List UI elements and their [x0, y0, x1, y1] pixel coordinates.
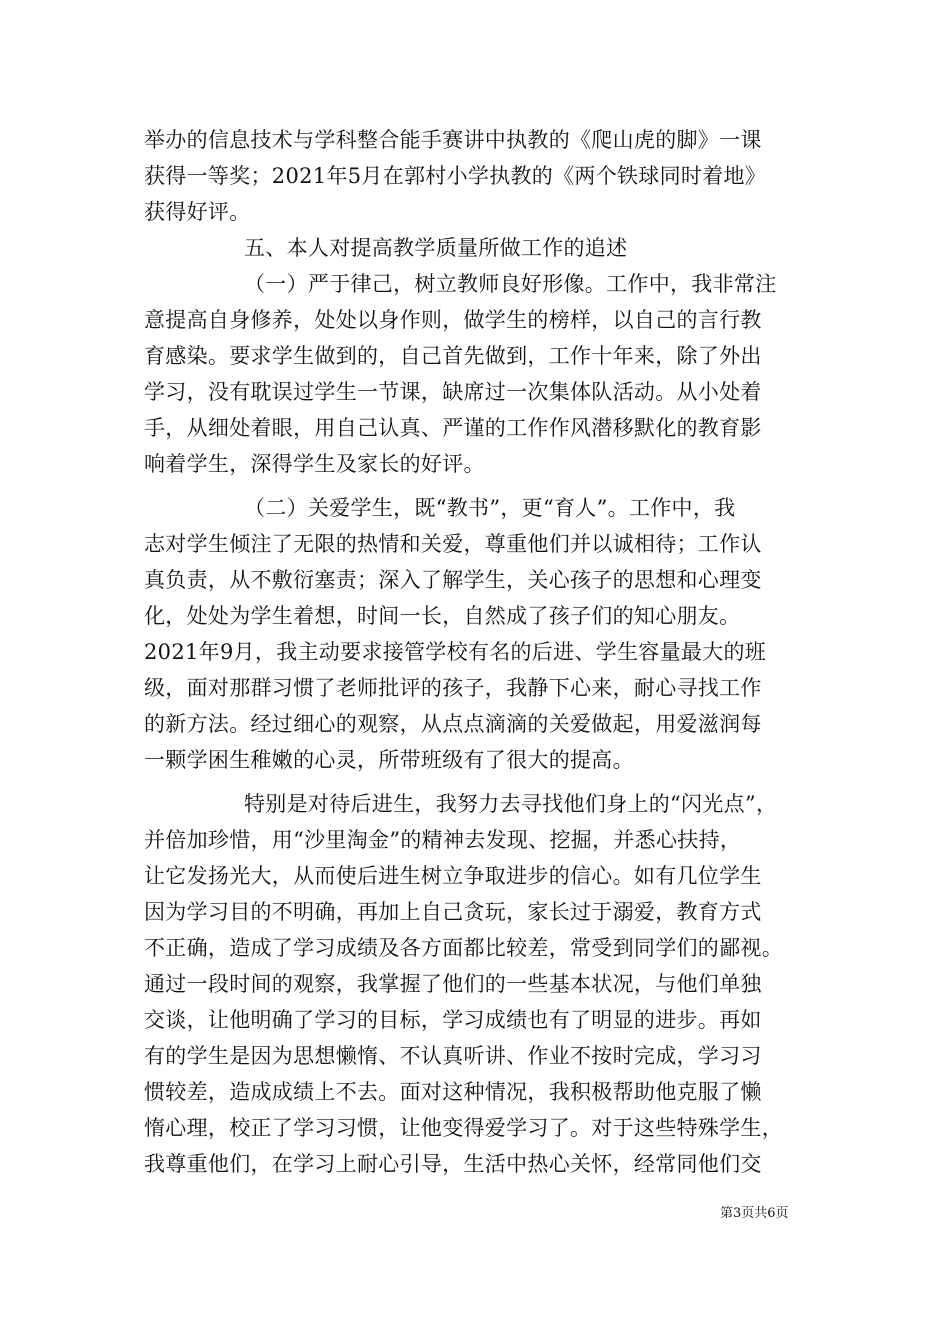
- text-line: 让它发扬光大，从而使后进生树立争取进步的信心。如有几位学生: [144, 864, 762, 888]
- text-line: （一）严于律己，树立教师良好形像。工作中，我非常注: [244, 272, 777, 296]
- text-line: 惰心理，校正了学习习惯，让他变得爱学习了。对于这些特殊学生，: [144, 1116, 783, 1140]
- text-line: 响着学生，深得学生及家长的好评。: [144, 452, 485, 476]
- text-line: 学习，没有耽误过学生一节课，缺席过一次集体队活动。从小处着: [144, 380, 762, 404]
- text-line: 通过一段时间的观察，我掌握了他们的一些基本状况，与他们单独: [144, 972, 762, 996]
- text-line: 我尊重他们，在学习上耐心引导，生活中热心关怀，经常同他们交: [144, 1152, 762, 1176]
- text-line: 惯较差，造成成绩上不去。面对这种情况，我积极帮助他克服了懒: [144, 1080, 762, 1104]
- text-line: 举办的信息技术与学科整合能手赛讲中执教的《爬山虎的脚》一课: [144, 128, 762, 152]
- text-line: 2021年9月，我主动要求接管学校有名的后进、学生容量最大的班: [144, 640, 767, 664]
- text-line: 并倍加珍惜，用“沙里淘金”的精神去发现、挖掘，并悉心扶持，: [144, 828, 742, 852]
- text-line: 育感染。要求学生做到的，自己首先做到，工作十年来，除了外出: [144, 344, 762, 368]
- text-line: 获得一等奖；2021年5月在郭村小学执教的《两个铁球同时着地》: [144, 164, 767, 188]
- section-heading: 五、本人对提高教学质量所做工作的追述: [244, 236, 628, 260]
- text-line: 化，处处为学生着想，时间一长，自然成了孩子们的知心朋友。: [144, 604, 741, 628]
- text-line: 一颗学困生稚嫩的心灵，所带班级有了很大的提高。: [144, 748, 634, 772]
- text-line: 的新方法。经过细心的观察，从点点滴滴的关爱做起，用爱滋润每: [144, 712, 762, 736]
- text-line: 意提高自身修养，处处以身作则，做学生的榜样，以自己的言行教: [144, 308, 762, 332]
- text-line: 手，从细处着眼，用自己认真、严谨的工作作风潜移默化的教育影: [144, 416, 762, 440]
- text-line: 因为学习目的不明确，再加上自己贪玩，家长过于溺爱，教育方式: [144, 900, 762, 924]
- text-line: （二）关爱学生，既“教书”，更“育人”。工作中，我: [244, 496, 736, 520]
- text-line: 真负责，从不敷衍塞责；深入了解学生，关心孩子的思想和心理变: [144, 568, 762, 592]
- text-line: 级，面对那群习惯了老师批评的孩子，我静下心来，耐心寻找工作: [144, 676, 762, 700]
- text-line: 不正确，造成了学习成绩及各方面都比较差，常受到同学们的鄙视。: [144, 936, 783, 960]
- text-line: 志对学生倾注了无限的热情和关爱，尊重他们并以诚相待；工作认: [144, 532, 762, 556]
- text-line: 交谈，让他明确了学习的目标，学习成绩也有了明显的进步。再如: [144, 1008, 762, 1032]
- text-line: 特别是对待后进生，我努力去寻找他们身上的“闪光点”，: [244, 792, 778, 816]
- text-line: 有的学生是因为思想懒惰、不认真听讲、作业不按时完成，学习习: [144, 1044, 762, 1068]
- text-line: 获得好评。: [144, 200, 251, 224]
- page-number: 第3页共6页: [720, 1206, 789, 1221]
